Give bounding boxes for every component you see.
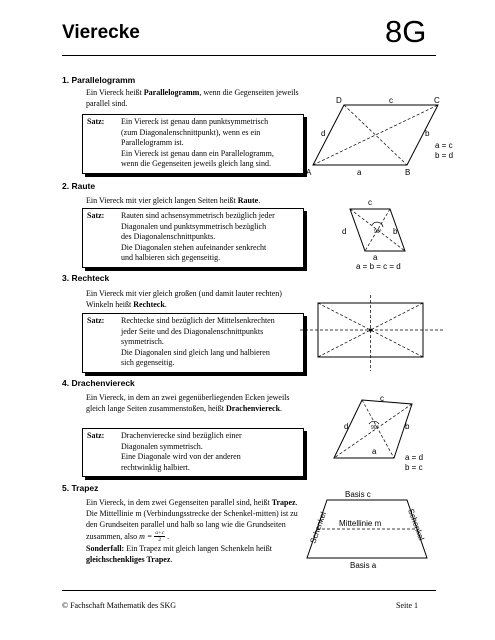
section-heading-raute: 2. Raute <box>62 181 96 191</box>
satz-line: Diagonalen und punktsymmetrisch bezüglich <box>121 221 267 231</box>
definition-text: . <box>295 498 298 507</box>
satz-box-parallelogramm <box>82 114 304 174</box>
satz-line: Rauten sind achsensymmetrisch bezüglich jeder <box>121 211 275 220</box>
parallelogram-figure <box>305 93 460 183</box>
satz-label: Satz: <box>87 117 105 126</box>
satz-label: Satz: <box>87 431 105 440</box>
side-label-a: a <box>372 447 377 456</box>
definition-text: Ein Viereck, in dem an zwei gegenüberliegenden Ecken jeweils gleich lange Seiten zusammenstoßen, heißt <box>86 393 290 413</box>
definition-term: Rechteck <box>133 300 165 309</box>
definition-parallelogramm <box>86 87 306 109</box>
grade-label: 8G <box>385 14 427 49</box>
side-label-b: b <box>405 422 410 431</box>
equation-all-sides: a = b = c = d <box>356 262 401 271</box>
satz-line: Eine Diagonale wird von der anderen <box>121 452 241 461</box>
definition-text: . <box>258 196 261 205</box>
section-heading-parallelogramm: 1. Parallelogramm <box>62 75 136 85</box>
satz-line: Parallelogramm ist. <box>121 138 184 147</box>
formula-numerator: a+c <box>155 530 165 536</box>
footer-page-number: Seite 1 <box>396 601 418 610</box>
diagonal-line <box>344 105 407 165</box>
satz-line: und halbieren sich gegenseitig. <box>121 253 221 262</box>
basis-a-label: Basis a <box>350 561 377 570</box>
satz-line: Drachenvierecke sind bezüglich einer <box>121 431 242 440</box>
side-label-b: b <box>425 129 430 138</box>
equation-b-c: b = c <box>405 463 423 472</box>
satz-box-rechteck <box>82 313 304 373</box>
section-heading-rechteck: 3. Rechteck <box>62 273 110 283</box>
side-label-a: a <box>357 168 362 177</box>
header-rule <box>62 55 436 56</box>
formula-denominator: 2 <box>158 537 162 543</box>
schenkel-right-label: Schenkel <box>406 507 426 542</box>
rhombus-figure <box>330 193 450 271</box>
satz-line: Diagonalen symmetrisch. <box>121 441 203 451</box>
schenkel-left-label: Schenkel <box>308 510 329 545</box>
satz-line: Ein Viereck ist genau dann punktsymmetrisch <box>121 117 269 126</box>
satz-line: Rechtecke sind bezüglich der Mittelsenkrechten <box>121 316 275 325</box>
sonderfall-label: Sonderfall: <box>86 544 125 553</box>
definition-term: Drachenviereck <box>225 404 281 413</box>
side-label-d: d <box>344 422 349 431</box>
satz-box-raute <box>82 208 304 268</box>
diagonal-line <box>313 105 438 165</box>
satz-box-drachenviereck <box>82 428 304 477</box>
trapezoid-figure <box>295 486 445 576</box>
equation-a-c: a = c <box>435 141 453 150</box>
sonderfall-text: Ein Trapez mit gleich langen Schenkeln heißt <box>124 544 272 553</box>
rectangle-figure <box>298 295 448 375</box>
vertex-label-d: D <box>336 96 342 105</box>
angle-label: 90° <box>374 229 382 235</box>
side-label-d: d <box>342 227 347 236</box>
definition-drachenviereck <box>86 392 306 414</box>
section-heading-drachenviereck: 4. Drachenviereck <box>62 378 135 388</box>
side-label-b: b <box>393 227 398 236</box>
side-label-c: c <box>368 198 372 207</box>
satz-line: Ein Viereck ist genau dann ein Parallelogramm, <box>121 148 274 158</box>
definition-text: . <box>164 300 167 309</box>
satz-line: jeder Seite und des Diagonalenschnittpunkts <box>121 326 264 336</box>
satz-label: Satz: <box>87 211 105 220</box>
definition-text: Ein Viereck, in dem zwei Gegenseiten parallel sind, heißt <box>86 498 272 507</box>
satz-label: Satz: <box>87 316 105 325</box>
definition-term: Trapez <box>271 498 296 507</box>
vertex-label-b: B <box>405 168 411 177</box>
section-heading-trapez: 5. Trapez <box>62 483 99 493</box>
right-angle-arc <box>369 421 379 424</box>
page-title: Vierecke <box>62 22 140 43</box>
mittellinie-formula: m = $\frac{a+c}{2}$ . <box>139 530 170 543</box>
satz-line: (zum Diagonalenschnittpunkt), wenn es ein <box>121 127 261 137</box>
side-label-c: c <box>389 96 393 105</box>
definition-text: Ein Viereck mit vier gleich langen Seiten heißt <box>86 196 238 205</box>
satz-line: sich gegenseitig. <box>121 358 175 367</box>
definition-term: Parallelogramm <box>143 88 200 97</box>
definition-text: , wenn die Gegenseiten jeweils parallel sind. <box>86 88 299 108</box>
mittellinie-text: Die Mittellinie m (Verbindungsstrecke der Schenkel-mitten) ist zu den Grundseiten parallel und halb so lang wie die Grundseiten zusammen, also <box>86 509 298 541</box>
definition-text: . <box>280 404 283 413</box>
footer-credit: © Fachschaft Mathematik des SKG <box>62 601 177 610</box>
mittellinie-label: Mittellinie m <box>339 519 382 528</box>
equation-b-d: b = d <box>435 151 454 160</box>
definition-rechteck <box>86 288 306 310</box>
definition-raute <box>86 195 306 206</box>
satz-line: Die Diagonalen sind gleich lang und halbieren <box>121 347 270 357</box>
satz-line: Die Diagonalen stehen aufeinander senkrecht <box>121 242 267 252</box>
satz-line: des Diagonalenschnittpunkts. <box>121 232 216 241</box>
center-point <box>369 328 372 331</box>
side-label-a: a <box>373 253 378 262</box>
satz-line: wenn die Gegenseiten jeweils gleich lang sind. <box>121 159 271 168</box>
sonderfall-text: . <box>170 555 173 564</box>
definition-text: Ein Viereck heißt <box>86 88 144 97</box>
vertex-label-a: A <box>306 168 312 177</box>
basis-c-label: Basis c <box>345 490 371 499</box>
satz-line: rechtwinklig halbiert. <box>121 462 190 472</box>
side-label-c: c <box>380 394 384 403</box>
vertex-label-c: C <box>434 96 440 105</box>
satz-line: symmetrisch. <box>121 337 164 346</box>
angle-label: 90° <box>371 425 379 431</box>
equation-a-d: a = d <box>405 453 424 462</box>
definition-term: gleichschenkliges Trapez <box>86 555 171 564</box>
formula-lhs: m = <box>139 532 153 541</box>
kite-figure <box>320 388 450 476</box>
side-label-d: d <box>321 129 326 138</box>
definition-trapez <box>86 497 298 565</box>
definition-text: Ein Viereck mit vier gleich großen (und damit lauter rechten) Winkeln heißt <box>86 289 282 309</box>
footer-rule <box>62 590 436 591</box>
definition-term: Raute <box>237 196 259 205</box>
